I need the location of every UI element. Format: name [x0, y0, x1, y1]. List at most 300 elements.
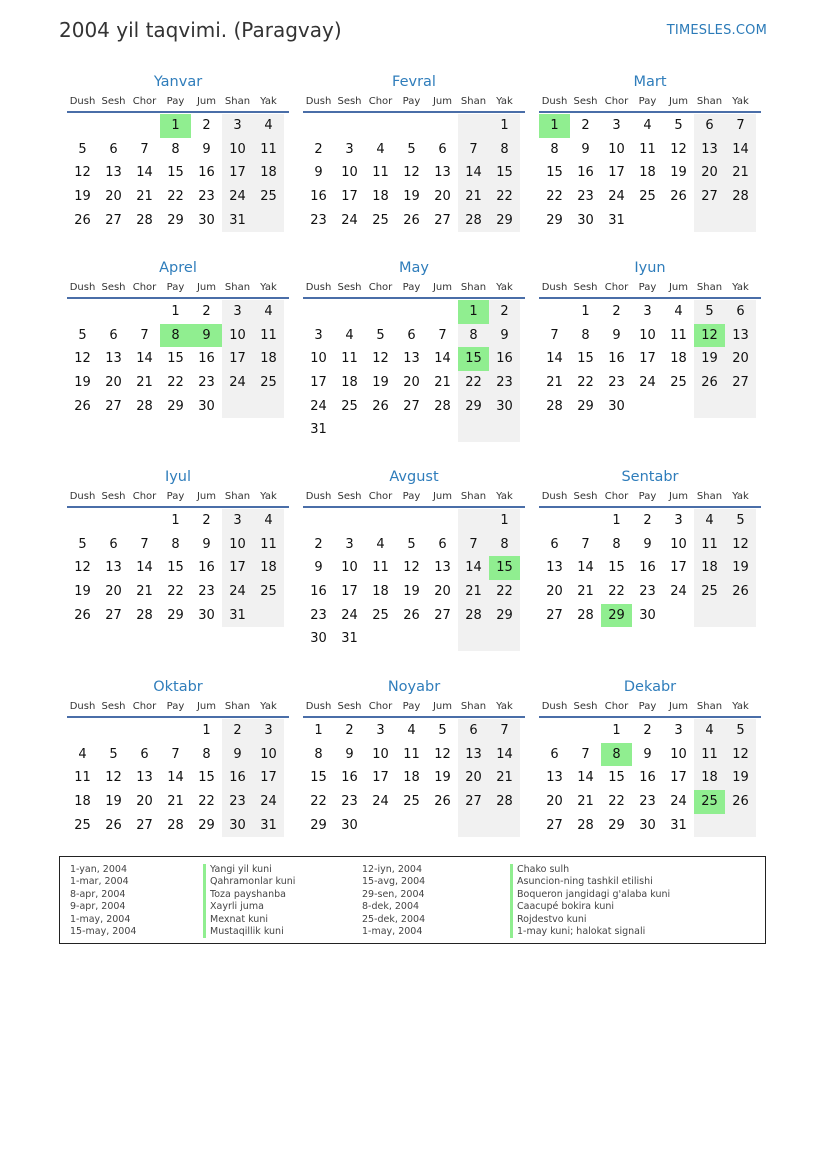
weekday-label: Shan	[224, 282, 251, 293]
month-title: Oktabr	[153, 679, 203, 695]
day-cell: 20	[546, 584, 563, 600]
legend-date: 29-sen, 2004	[362, 888, 425, 900]
weekday-label: Dush	[305, 282, 332, 293]
holiday-day-cell: 9	[191, 324, 222, 348]
day-cell: 5	[109, 746, 118, 762]
day-grid	[67, 719, 289, 837]
day-cell: 29	[458, 395, 489, 419]
legend-date: 25-dek, 2004	[362, 913, 426, 925]
empty-cell	[427, 300, 458, 324]
day-cell: 6	[438, 536, 447, 552]
month-dekabr	[539, 676, 761, 837]
weekday-label: Sesh	[573, 282, 598, 293]
day-cell: 3	[222, 300, 253, 324]
legend-holiday-name: Toza payshanba	[203, 889, 295, 901]
weekday-label: Sesh	[337, 282, 362, 293]
legend-holiday-name: Rojdestvo kuni	[510, 914, 670, 926]
weekday-header	[539, 491, 761, 508]
legend-date: 15-avg, 2004	[362, 876, 426, 888]
day-cell: 19	[74, 189, 91, 205]
day-cell: 28	[167, 817, 184, 833]
day-cell: 10	[341, 165, 358, 181]
weekday-header	[303, 491, 525, 508]
day-cell: 15	[489, 161, 520, 185]
day-cell: 1	[171, 304, 180, 319]
weekday-label: Yak	[496, 96, 513, 107]
day-cell: 11	[253, 533, 284, 557]
day-cell: 6	[725, 300, 756, 324]
day-cell: 5	[78, 536, 87, 552]
day-cell: 25	[403, 794, 420, 810]
day-cell: 17	[670, 770, 687, 786]
day-cell: 22	[489, 185, 520, 209]
day-cell: 4	[694, 719, 725, 743]
day-cell: 20	[434, 189, 451, 205]
site-link[interactable]: TIMESLES.COM	[666, 23, 767, 38]
day-grid	[539, 300, 761, 418]
day-cell: 25	[372, 212, 389, 228]
day-cell: 6	[438, 141, 447, 157]
empty-cell	[365, 509, 396, 533]
weekday-label: Shan	[696, 96, 723, 107]
day-cell: 18	[253, 347, 284, 371]
day-cell: 10	[670, 536, 687, 552]
legend-holiday-name: Chako sulh	[510, 864, 670, 876]
day-cell: 28	[136, 398, 153, 414]
day-cell: 11	[372, 165, 389, 181]
day-cell: 4	[694, 509, 725, 533]
day-cell: 2	[643, 723, 652, 738]
day-grid	[539, 114, 761, 232]
day-cell: 12	[403, 165, 420, 181]
weekday-header	[303, 701, 525, 718]
weekday-label: Pay	[166, 491, 185, 502]
day-cell: 16	[577, 165, 594, 181]
day-cell: 4	[253, 509, 284, 533]
weekday-header	[67, 701, 289, 718]
legend-holiday-name: Mexnat kuni	[203, 914, 295, 926]
empty-cell	[489, 418, 520, 442]
legend-date: 1-may, 2004	[362, 925, 423, 937]
weekday-label: Sesh	[573, 491, 598, 502]
day-cell: 31	[310, 422, 327, 438]
day-cell: 19	[725, 556, 756, 580]
day-cell: 2	[222, 719, 253, 743]
weekday-label: Sesh	[573, 96, 598, 107]
weekday-label: Pay	[166, 701, 185, 712]
month-oktabr	[67, 676, 289, 837]
day-cell: 1	[314, 723, 323, 738]
day-cell: 19	[694, 347, 725, 371]
day-cell: 24	[670, 794, 687, 810]
weekday-label: Shan	[696, 491, 723, 502]
day-cell: 5	[725, 509, 756, 533]
day-cell: 20	[694, 161, 725, 185]
day-cell: 18	[74, 794, 91, 810]
weekday-label: Shan	[696, 701, 723, 712]
day-cell: 30	[222, 814, 253, 838]
day-cell: 15	[608, 560, 625, 576]
day-cell: 21	[136, 375, 153, 391]
day-cell: 18	[694, 556, 725, 580]
day-cell: 1	[171, 513, 180, 528]
legend-date: 9-apr, 2004	[70, 901, 126, 913]
empty-cell	[632, 395, 663, 419]
day-cell: 13	[105, 560, 122, 576]
weekday-label: Dush	[541, 96, 568, 107]
day-cell: 7	[725, 114, 756, 138]
legend-holiday-name: Boqueron jangidagi g'alaba kuni	[510, 889, 670, 901]
day-cell: 26	[434, 794, 451, 810]
day-cell: 24	[608, 189, 625, 205]
empty-cell	[427, 814, 458, 838]
empty-cell	[396, 300, 427, 324]
empty-cell	[334, 114, 365, 138]
month-noyabr	[303, 676, 525, 837]
day-cell: 10	[608, 141, 625, 157]
day-cell: 10	[222, 324, 253, 348]
day-cell: 5	[407, 536, 416, 552]
day-cell: 16	[310, 584, 327, 600]
day-cell: 3	[674, 723, 683, 738]
day-cell: 5	[78, 141, 87, 157]
day-cell: 15	[546, 165, 563, 181]
day-cell: 19	[105, 794, 122, 810]
day-cell: 19	[74, 375, 91, 391]
weekday-label: Dush	[541, 701, 568, 712]
month-title: Mart	[633, 74, 667, 90]
day-cell: 23	[198, 584, 215, 600]
day-cell: 27	[434, 607, 451, 623]
empty-cell	[160, 719, 191, 743]
day-cell: 11	[639, 141, 656, 157]
day-cell: 23	[577, 189, 594, 205]
day-cell: 21	[136, 189, 153, 205]
day-cell: 18	[253, 161, 284, 185]
weekday-label: Chor	[132, 491, 157, 502]
day-cell: 28	[725, 185, 756, 209]
day-cell: 10	[670, 746, 687, 762]
month-title: Yanvar	[153, 74, 203, 90]
legend-date: 15-may, 2004	[70, 925, 137, 937]
day-cell: 9	[345, 746, 354, 762]
weekday-label: Sesh	[101, 491, 126, 502]
day-cell: 27	[694, 185, 725, 209]
day-grid	[67, 114, 289, 232]
day-cell: 29	[167, 398, 184, 414]
legend-date: 1-mar, 2004	[70, 876, 129, 888]
day-cell: 27	[546, 817, 563, 833]
weekday-label: Pay	[638, 282, 657, 293]
empty-cell	[98, 300, 129, 324]
day-cell: 31	[222, 209, 253, 233]
month-title: May	[399, 260, 429, 276]
weekday-label: Yak	[260, 491, 277, 502]
day-cell: 7	[140, 327, 149, 343]
empty-cell	[365, 418, 396, 442]
day-cell: 28	[458, 209, 489, 233]
day-cell: 5	[725, 719, 756, 743]
legend-holiday-name: Yangi yil kuni	[203, 864, 295, 876]
day-cell: 2	[581, 118, 590, 133]
day-cell: 2	[345, 723, 354, 738]
day-cell: 4	[253, 300, 284, 324]
day-cell: 6	[109, 327, 118, 343]
month-title: Sentabr	[621, 469, 679, 485]
day-cell: 23	[489, 371, 520, 395]
empty-cell	[365, 627, 396, 651]
month-sentabr	[539, 466, 761, 627]
day-cell: 10	[253, 743, 284, 767]
day-cell: 26	[725, 790, 756, 814]
empty-cell	[396, 814, 427, 838]
day-cell: 18	[372, 189, 389, 205]
day-cell: 11	[253, 138, 284, 162]
month-may	[303, 257, 525, 442]
empty-cell	[396, 627, 427, 651]
day-cell: 16	[310, 189, 327, 205]
empty-cell	[694, 814, 725, 838]
day-cell: 11	[694, 743, 725, 767]
weekday-label: Chor	[604, 491, 629, 502]
weekday-label: Sesh	[337, 491, 362, 502]
day-cell: 31	[253, 814, 284, 838]
day-cell: 3	[222, 114, 253, 138]
day-cell: 29	[310, 817, 327, 833]
day-cell: 14	[577, 560, 594, 576]
empty-cell	[67, 719, 98, 743]
day-cell: 13	[434, 165, 451, 181]
day-cell: 4	[376, 536, 385, 552]
weekday-label: Shan	[460, 282, 487, 293]
day-cell: 9	[612, 327, 621, 343]
day-cell: 10	[310, 351, 327, 367]
empty-cell	[694, 395, 725, 419]
day-cell: 22	[310, 794, 327, 810]
day-cell: 6	[140, 746, 149, 762]
day-grid	[303, 300, 525, 442]
day-cell: 9	[314, 165, 323, 181]
legend-holiday-name: Asuncion-ning tashkil etilishi	[510, 876, 670, 888]
day-cell: 9	[489, 324, 520, 348]
empty-cell	[427, 509, 458, 533]
day-cell: 14	[489, 743, 520, 767]
day-cell: 21	[458, 185, 489, 209]
day-cell: 8	[314, 746, 323, 762]
day-cell: 25	[74, 817, 91, 833]
empty-cell	[222, 395, 253, 419]
empty-cell	[303, 509, 334, 533]
empty-cell	[663, 209, 694, 233]
legend-date: 8-apr, 2004	[70, 888, 126, 900]
day-cell: 13	[546, 560, 563, 576]
day-cell: 13	[694, 138, 725, 162]
month-avgust	[303, 466, 525, 651]
day-cell: 7	[458, 533, 489, 557]
day-cell: 13	[105, 165, 122, 181]
day-cell: 12	[372, 351, 389, 367]
day-cell: 4	[376, 141, 385, 157]
empty-cell	[725, 209, 756, 233]
day-cell: 29	[198, 817, 215, 833]
day-cell: 1	[612, 513, 621, 528]
weekday-label: Jum	[668, 491, 689, 502]
day-cell: 25	[253, 185, 284, 209]
day-cell: 27	[105, 212, 122, 228]
weekday-label: Jum	[432, 701, 453, 712]
weekday-label: Shan	[224, 491, 251, 502]
day-cell: 7	[171, 746, 180, 762]
day-cell: 15	[167, 351, 184, 367]
day-cell: 5	[694, 300, 725, 324]
empty-cell	[396, 509, 427, 533]
day-cell: 1	[489, 114, 520, 138]
day-cell: 14	[136, 351, 153, 367]
month-aprel	[67, 257, 289, 418]
empty-cell	[303, 114, 334, 138]
day-cell: 7	[438, 327, 447, 343]
empty-cell	[489, 814, 520, 838]
day-cell: 30	[198, 398, 215, 414]
day-cell: 21	[489, 766, 520, 790]
day-cell: 9	[643, 536, 652, 552]
day-cell: 14	[458, 556, 489, 580]
empty-cell	[303, 300, 334, 324]
day-cell: 22	[198, 794, 215, 810]
day-cell: 1	[202, 723, 211, 738]
day-cell: 9	[202, 536, 211, 552]
day-cell: 24	[222, 371, 253, 395]
weekday-label: Jum	[668, 96, 689, 107]
day-cell: 17	[222, 556, 253, 580]
weekday-label: Shan	[224, 701, 251, 712]
empty-cell	[365, 300, 396, 324]
weekday-label: Chor	[368, 96, 393, 107]
day-cell: 23	[341, 794, 358, 810]
day-cell: 8	[550, 141, 559, 157]
day-cell: 29	[546, 212, 563, 228]
weekday-label: Dush	[305, 96, 332, 107]
day-grid	[303, 114, 525, 232]
day-cell: 17	[341, 189, 358, 205]
empty-cell	[67, 114, 98, 138]
empty-cell	[253, 604, 284, 628]
day-cell: 16	[198, 351, 215, 367]
day-cell: 23	[310, 212, 327, 228]
day-cell: 17	[341, 584, 358, 600]
day-cell: 3	[612, 118, 621, 133]
weekday-label: Sesh	[101, 282, 126, 293]
day-cell: 30	[198, 607, 215, 623]
day-cell: 15	[198, 770, 215, 786]
empty-cell	[253, 395, 284, 419]
day-cell: 18	[639, 165, 656, 181]
empty-cell	[396, 114, 427, 138]
day-cell: 22	[608, 794, 625, 810]
day-cell: 21	[458, 580, 489, 604]
day-cell: 2	[489, 300, 520, 324]
weekday-label: Pay	[402, 491, 421, 502]
day-cell: 29	[489, 209, 520, 233]
month-mart	[539, 71, 761, 232]
day-cell: 5	[674, 118, 683, 133]
holiday-day-cell: 15	[489, 556, 520, 580]
weekday-label: Yak	[496, 701, 513, 712]
day-cell: 21	[577, 794, 594, 810]
day-cell: 8	[458, 324, 489, 348]
day-cell: 13	[105, 351, 122, 367]
day-cell: 3	[314, 327, 323, 343]
weekday-label: Pay	[638, 96, 657, 107]
day-cell: 29	[577, 398, 594, 414]
day-cell: 12	[670, 141, 687, 157]
empty-cell	[427, 114, 458, 138]
empty-cell	[694, 604, 725, 628]
day-cell: 16	[639, 560, 656, 576]
weekday-label: Sesh	[337, 96, 362, 107]
day-cell: 18	[372, 584, 389, 600]
day-cell: 4	[407, 723, 416, 738]
day-grid	[67, 300, 289, 418]
day-cell: 11	[372, 560, 389, 576]
day-cell: 17	[253, 766, 284, 790]
day-cell: 10	[222, 138, 253, 162]
day-cell: 23	[608, 375, 625, 391]
day-cell: 11	[670, 327, 687, 343]
day-cell: 12	[74, 165, 91, 181]
empty-cell	[365, 814, 396, 838]
weekday-label: Dush	[541, 282, 568, 293]
day-cell: 30	[489, 395, 520, 419]
day-cell: 11	[341, 351, 358, 367]
day-cell: 16	[489, 347, 520, 371]
day-cell: 31	[670, 817, 687, 833]
day-cell: 28	[546, 398, 563, 414]
weekday-header	[539, 96, 761, 113]
day-cell: 11	[694, 533, 725, 557]
empty-cell	[458, 509, 489, 533]
day-cell: 14	[167, 770, 184, 786]
day-cell: 24	[253, 790, 284, 814]
day-cell: 10	[222, 533, 253, 557]
day-cell: 24	[372, 794, 389, 810]
day-cell: 16	[198, 165, 215, 181]
empty-cell	[539, 509, 570, 533]
day-cell: 15	[577, 351, 594, 367]
day-cell: 20	[403, 375, 420, 391]
day-cell: 26	[694, 371, 725, 395]
legend-names-left	[203, 864, 295, 938]
weekday-label: Jum	[196, 491, 217, 502]
weekday-label: Pay	[402, 282, 421, 293]
weekday-label: Dush	[305, 491, 332, 502]
weekday-label: Jum	[432, 96, 453, 107]
day-cell: 8	[612, 536, 621, 552]
day-cell: 27	[105, 607, 122, 623]
day-cell: 14	[577, 770, 594, 786]
day-cell: 30	[608, 398, 625, 414]
day-cell: 22	[167, 189, 184, 205]
holiday-day-cell: 8	[160, 324, 191, 348]
day-cell: 3	[253, 719, 284, 743]
weekday-label: Sesh	[573, 701, 598, 712]
day-cell: 30	[310, 631, 327, 647]
day-cell: 8	[171, 141, 180, 157]
day-cell: 7	[140, 141, 149, 157]
day-cell: 2	[202, 304, 211, 319]
day-cell: 31	[341, 631, 358, 647]
day-cell: 22	[458, 371, 489, 395]
